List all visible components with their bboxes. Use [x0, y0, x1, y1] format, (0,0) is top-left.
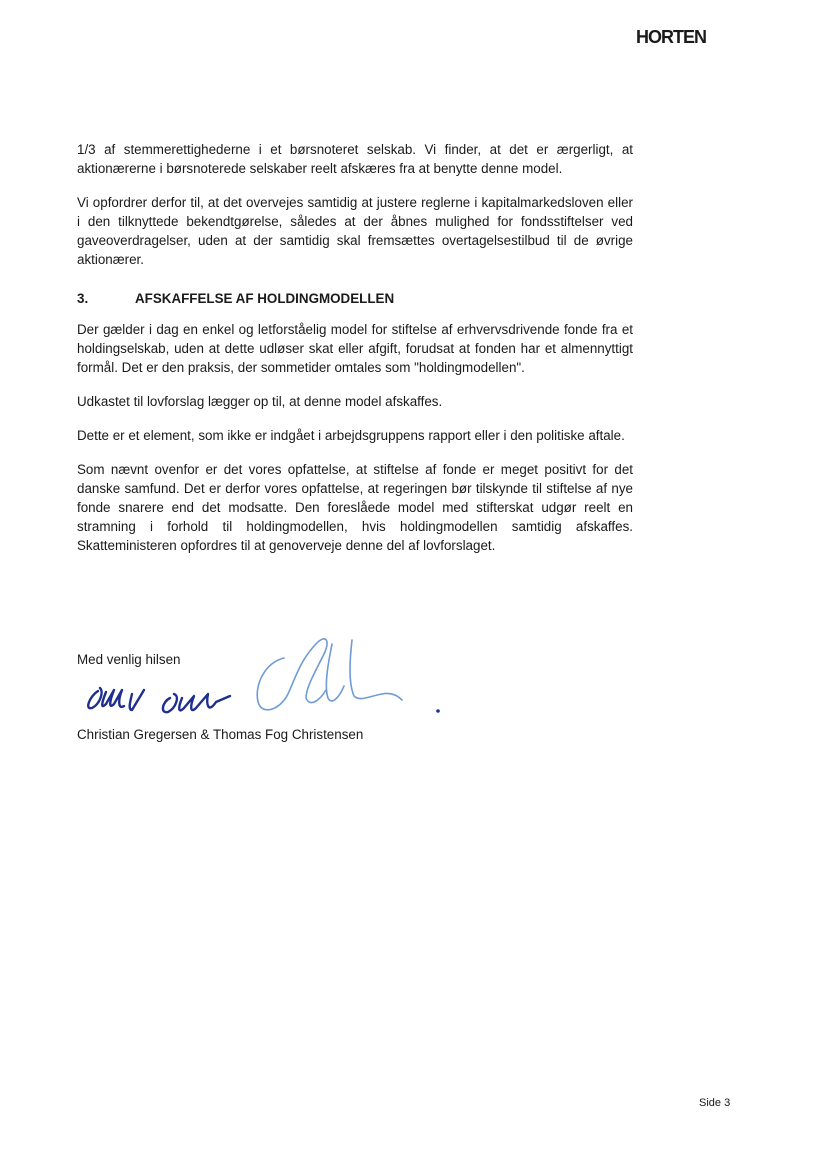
handwritten-signatures: [70, 618, 470, 728]
logo-text: HORTEN: [636, 27, 706, 47]
signature-3: [257, 639, 402, 710]
section-heading: [77, 289, 633, 308]
signer-names: Christian Gregersen & Thomas Fog Christensen: [77, 727, 364, 742]
section-number: 3.: [77, 291, 89, 306]
paragraph-2: Vi opfordrer derfor til, at det overvejes samtidig at justere reglerne i kapitalmarkedsloven eller i den tilknyttede bekendtgørelse, således at der åbnes mulighed for fondsstiftelser ved gaveoverdragelser, uden at der samtidig skal fremsættes overtagelsestilbud til de øvrige aktionærer.: [77, 195, 633, 267]
letter-body: [77, 140, 633, 570]
paragraph-4: Udkastet til lovforslag lægger op til, at denne model afskaffes.: [77, 394, 443, 409]
paragraph-6: Som nævnt ovenfor er det vores opfattelse, at stiftelse af fonde er meget positivt for det danske samfund. Det er derfor vores opfattelse, at regeringen bør tilskynde til stiftelse af nye fonde snarere end det modsatte. Den foreslåede model med stifterskat udgør reelt en stramning i forhold til holdingmodellen, hvis holdingmodellen samtidig afskaffes. Skatteministeren opfordres til at genoverveje denne del af lovforslaget.: [77, 462, 633, 553]
signature-dot: [436, 709, 440, 713]
logo-wordmark: [636, 24, 720, 48]
section-title: AFSKAFFELSE AF HOLDINGMODELLEN: [135, 291, 395, 306]
closing-greeting: Med venlig hilsen: [77, 652, 181, 667]
signature-2: [163, 694, 230, 712]
paragraph-1: 1/3 af stemmerettighederne i et børsnoteret selskab. Vi finder, at det er ærgerligt, at aktionærerne i børsnoterede selskaber reelt afskæres fra at benytte denne model.: [77, 142, 633, 176]
paragraph-3: Der gælder i dag en enkel og letforståelig model for stiftelse af erhvervsdrivende fonde fra et holdingselskab, uden at dette udløser skat eller afgift, forudsat at fonden har et almennyttigt formål. Det er den praksis, der sommetider omtales som "holdingmodellen".: [77, 322, 633, 375]
signature-1: [88, 688, 144, 710]
page-number: Side 3: [699, 1097, 731, 1109]
paragraph-5: Dette er et element, som ikke er indgået i arbejdsgruppens rapport eller i den politiske aftale.: [77, 428, 625, 443]
horten-logo: [636, 24, 720, 48]
